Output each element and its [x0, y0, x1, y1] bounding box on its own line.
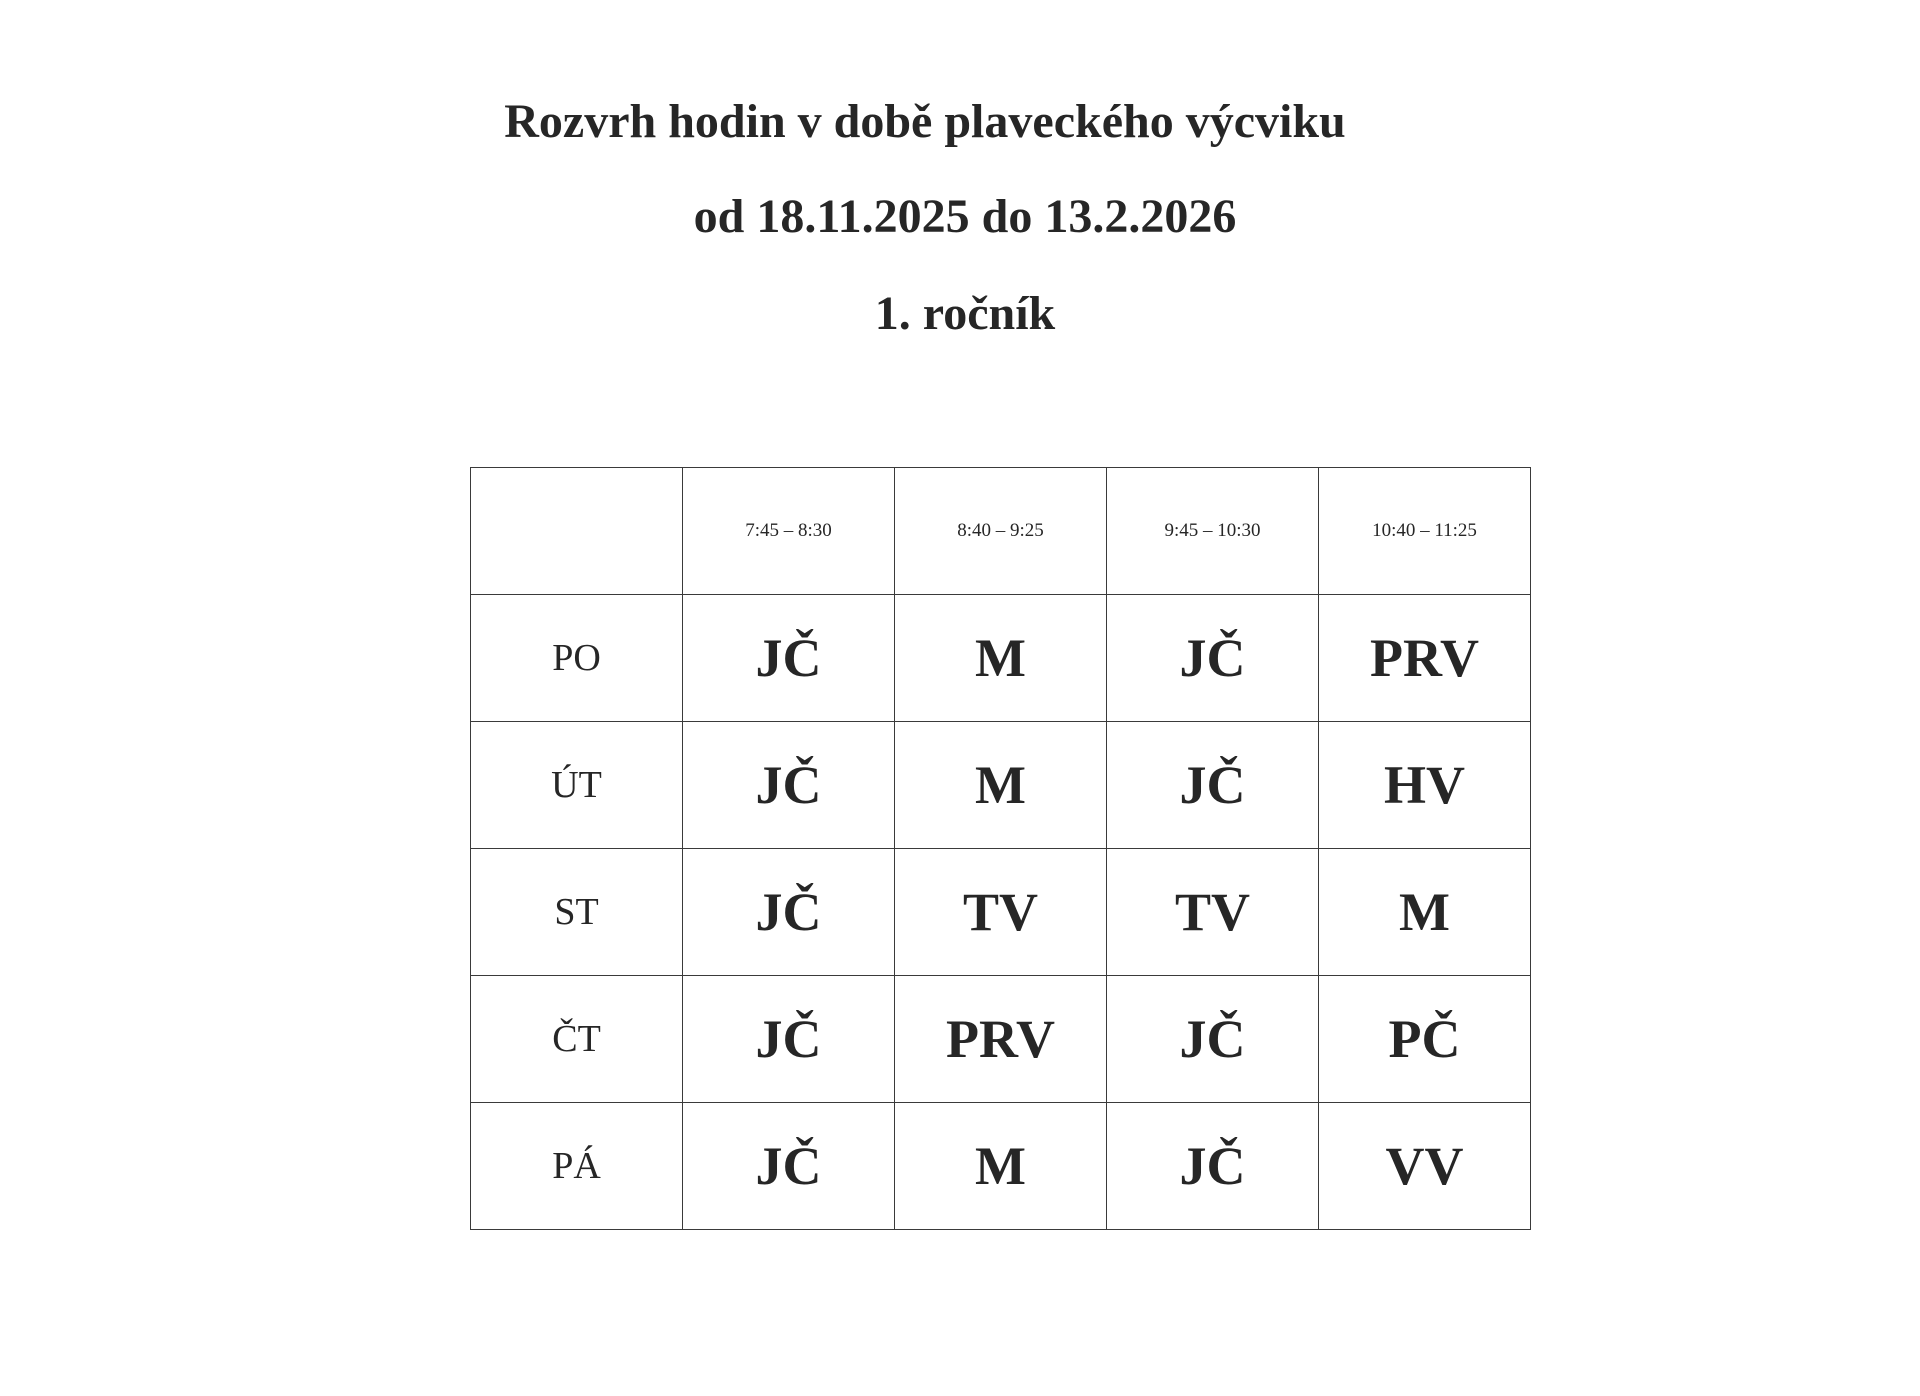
subject-cell: PRV [1319, 595, 1531, 722]
timetable [470, 467, 1531, 1230]
day-label: PÁ [471, 1103, 683, 1230]
period-2-time: 8:40 – 9:25 [895, 468, 1107, 595]
day-row-wednesday [471, 849, 1531, 976]
subject-cell: M [1319, 849, 1531, 976]
subject-cell: JČ [1107, 976, 1319, 1103]
day-row-monday [471, 595, 1531, 722]
subject-cell: JČ [683, 722, 895, 849]
date-range: od 18.11.2025 do 13.2.2026 [693, 190, 1237, 243]
subject-cell: HV [1319, 722, 1531, 849]
day-label: ÚT [471, 722, 683, 849]
day-row-thursday [471, 976, 1531, 1103]
subject-cell: VV [1319, 1103, 1531, 1230]
period-3-time: 9:45 – 10:30 [1107, 468, 1319, 595]
corner-cell [471, 468, 683, 595]
day-label: ST [471, 849, 683, 976]
subject-cell: JČ [683, 849, 895, 976]
subject-cell: TV [895, 849, 1107, 976]
subject-cell: JČ [1107, 1103, 1319, 1230]
day-label: ČT [471, 976, 683, 1103]
subject-cell: M [895, 595, 1107, 722]
period-4-time: 10:40 – 11:25 [1319, 468, 1531, 595]
subject-cell: JČ [683, 976, 895, 1103]
grade-label: 1. ročník [874, 287, 1056, 340]
subject-cell: JČ [1107, 595, 1319, 722]
day-row-tuesday [471, 722, 1531, 849]
subject-cell: JČ [1107, 722, 1319, 849]
day-label: PO [471, 595, 683, 722]
subject-cell: PRV [895, 976, 1107, 1103]
subject-cell: PČ [1319, 976, 1531, 1103]
subject-cell: JČ [683, 1103, 895, 1230]
period-1-time: 7:45 – 8:30 [683, 468, 895, 595]
subject-cell: M [895, 722, 1107, 849]
subject-cell: TV [1107, 849, 1319, 976]
header-row [471, 468, 1531, 595]
subject-cell: M [895, 1103, 1107, 1230]
page-title: Rozvrh hodin v době plaveckého výcviku [504, 95, 1346, 148]
day-row-friday [471, 1103, 1531, 1230]
subject-cell: JČ [683, 595, 895, 722]
